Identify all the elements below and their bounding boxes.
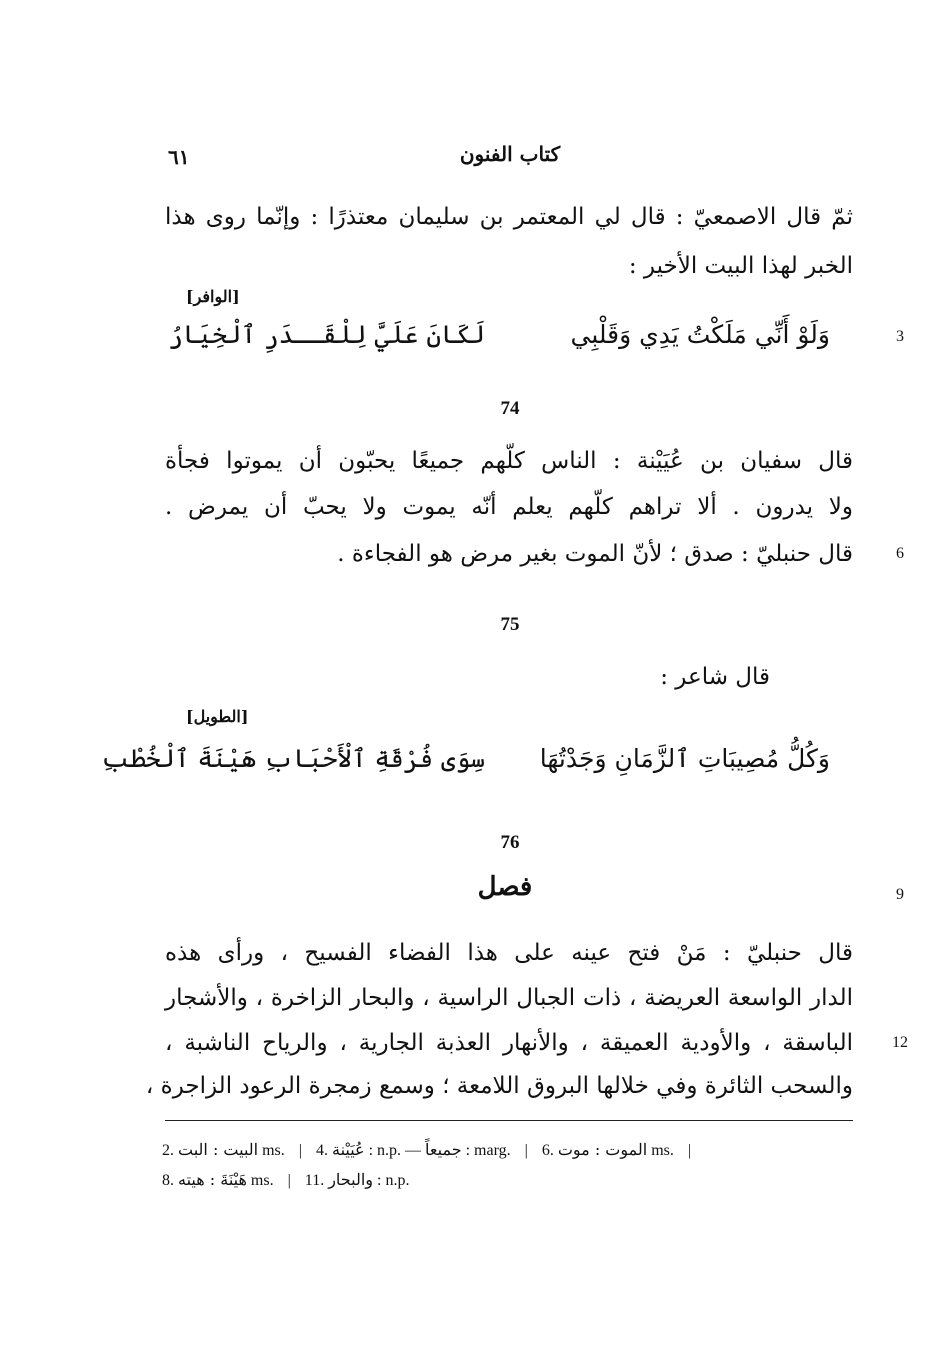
- footnote-number: 11.: [304, 1172, 325, 1189]
- line-number: 12: [892, 1034, 908, 1051]
- line-number: 6: [896, 545, 904, 562]
- paragraph-line: الخبر لهذا البيت الأخير :: [628, 253, 853, 279]
- footnote-divider: [165, 1120, 853, 1121]
- line-number: 9: [896, 886, 904, 903]
- running-title: كتاب الفنون: [459, 142, 561, 166]
- paragraph-line: والسحب الثائرة وفي خلالها البروق اللامعة ؛ وسمع زمجرة الرعود الزاجرة ،: [145, 1073, 853, 1099]
- paragraph-line: قال سفيان بن عُيَيْنة : الناس كلّهم جميعًا يحبّون أن يموتوا فجأة: [165, 448, 853, 474]
- footnote-variant: الموت : موت: [557, 1140, 648, 1159]
- footnote-number: 8.: [162, 1172, 174, 1189]
- section-number: 76: [500, 832, 520, 853]
- verse-second-hemistich: سِوَى فُرْقَةِ ٱلْأَحْبَابِ هَيْنَةَ ٱلْخُطْبِ: [101, 744, 485, 773]
- paragraph-line: قال حنبليّ : مَنْ فتح عينه على هذا الفضاء الفسيح ، ورأى هذه: [165, 940, 853, 966]
- footnote-number: 2.: [162, 1142, 174, 1159]
- paragraph-line: الدار الواسعة العريضة ، ذات الجبال الراسية ، والبحار الزاخرة ، والأشجار: [165, 985, 853, 1011]
- paragraph-line: الباسقة ، والأودية العميقة ، والأنهار العذبة الجارية ، والرياح الناشبة ،: [165, 1030, 853, 1056]
- paragraph-line: قال حنبليّ : صدق ؛ لأنّ الموت بغير مرض هو الفجاءة .: [337, 541, 853, 567]
- footnote-number: 6.: [541, 1142, 554, 1159]
- footnote-tag: ms.: [651, 1142, 674, 1159]
- footnote-tag: : n.p.: [377, 1172, 410, 1189]
- paragraph-line: ثمّ قال الاصمعيّ : قال لي المعتمر بن سليمان معتذرًا : وإنّما روى هذا: [165, 204, 853, 230]
- section-heading: فصل: [477, 872, 533, 902]
- footnote-variant: البيت : البت: [178, 1140, 259, 1159]
- meter-label: [الطويل]: [186, 707, 249, 726]
- verse-second-hemistich: لَكَانَ عَلَيَّ لِلْقَــدَرِ ٱلْخِيَارُ: [168, 320, 485, 349]
- verse-intro: قال شاعر :: [660, 664, 770, 690]
- footnote-variant: عُيَيْنة: [331, 1140, 365, 1159]
- footnote-line: 8. هَيْنَةَ : هيته ms. | 11. والبحار : n.p.: [162, 1170, 410, 1189]
- page-number: ٦١: [168, 145, 190, 169]
- verse-first-hemistich: وَكُلُّ مُصِيبَاتِ ٱلزَّمَانِ وَجَدْتُهَا: [539, 744, 830, 773]
- footnote-variant: هَيْنَةَ : هيته: [178, 1170, 247, 1189]
- footnote-tag: ms.: [250, 1172, 274, 1189]
- paragraph-line: ولا يدرون . ألا تراهم كلّهم يعلم أنّه يموت ولا يحبّ أن يمرض .: [165, 494, 853, 520]
- footnote-tag: ms.: [262, 1142, 285, 1159]
- footnote-number: 4.: [315, 1142, 328, 1159]
- line-number: 3: [896, 328, 904, 345]
- section-number: 75: [500, 614, 520, 635]
- footnote-line: 2. البيت : البت ms. | 4. عُيَيْنة : n.p. — جميعاً : marg. | 6. الموت : موت ms. |: [162, 1140, 692, 1159]
- meter-label: [الوافر]: [186, 287, 240, 306]
- verse-first-hemistich: وَلَوْ أَنِّي مَلَكْتُ يَدِي وَقَلْبِي: [570, 320, 830, 349]
- section-number: 74: [500, 398, 520, 419]
- footnote-variant: جميعاً: [425, 1140, 462, 1159]
- footnote-variant: والبحار: [328, 1170, 373, 1189]
- footnote-tag: : marg.: [465, 1142, 511, 1159]
- footnote-tag: : n.p. —: [368, 1142, 422, 1159]
